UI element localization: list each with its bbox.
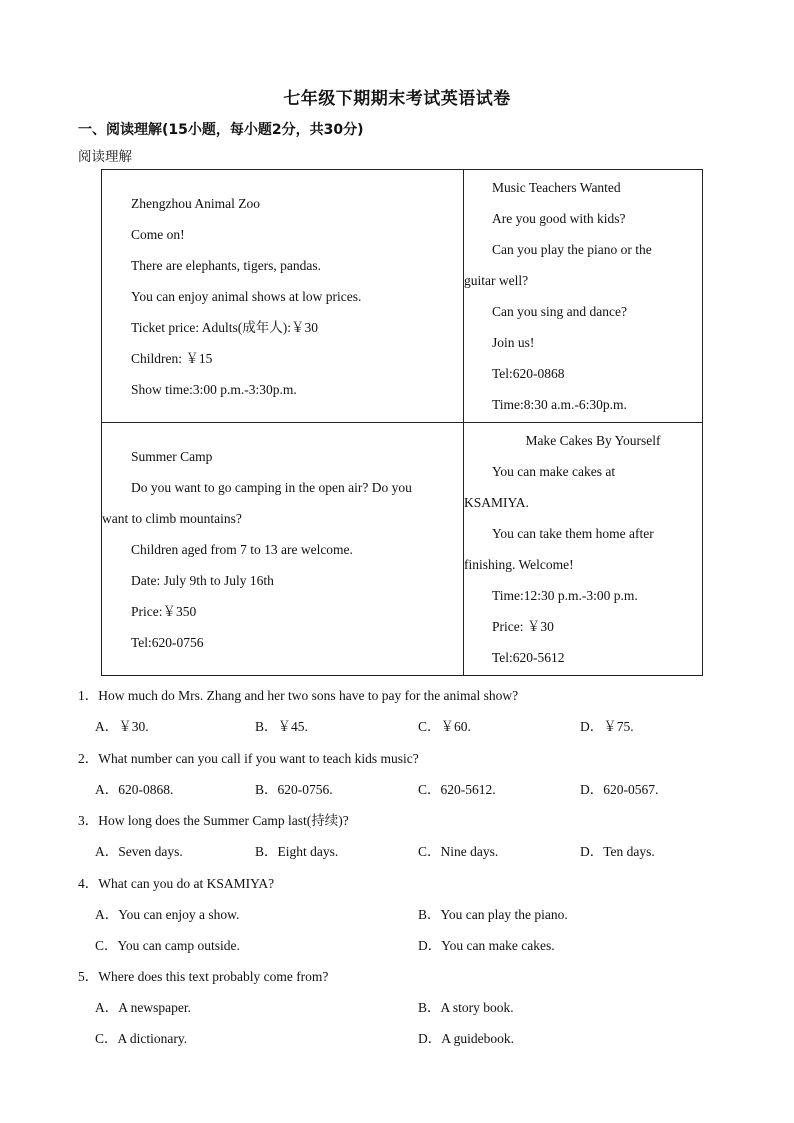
page-title: 七年级下期期末考试英语试卷 [283, 89, 511, 109]
camp-line: want to climb mountains? [102, 511, 242, 526]
camp-line: Do you want to go camping in the open air? Do you [131, 480, 412, 495]
music-line: Tel:620-0868 [492, 366, 565, 381]
question-4: 4．What can you do at KSAMIYA? [78, 876, 275, 891]
zoo-line: Ticket price: Adults(成年人):￥30 [131, 320, 318, 335]
ads-table [101, 169, 703, 676]
music-line: Are you good with kids? [492, 211, 626, 226]
q3-option-b[interactable]: B．Eight days. [255, 844, 339, 859]
q5-option-d[interactable]: D．A guidebook. [418, 1031, 514, 1046]
camp-line: Price:￥350 [131, 604, 197, 619]
cakes-line: KSAMIYA. [464, 495, 529, 510]
q2-option-d[interactable]: D．620-0567. [580, 782, 659, 797]
cakes-line: Price: ￥30 [492, 619, 554, 634]
q2-option-c[interactable]: C．620-5612. [418, 782, 496, 797]
q5-option-a[interactable]: A．A newspaper. [95, 1000, 191, 1015]
cakes-line: You can make cakes at [492, 464, 616, 479]
zoo-line: Children: ￥15 [131, 351, 213, 366]
camp-line: Date: July 9th to July 16th [131, 573, 274, 588]
zoo-ad [102, 170, 464, 423]
music-ad [464, 170, 703, 423]
q1-option-c[interactable]: C．￥60. [418, 719, 471, 734]
q3-option-c[interactable]: C．Nine days. [418, 844, 499, 859]
music-line: Can you play the piano or the [492, 242, 652, 257]
music-line: Join us! [492, 335, 535, 350]
zoo-line: There are elephants, tigers, pandas. [131, 258, 322, 273]
q1-option-d[interactable]: D．￥75. [580, 719, 634, 734]
camp-title: Summer Camp [131, 449, 213, 464]
question-3: 3．How long does the Summer Camp last(持续)? [78, 813, 349, 828]
cakes-line: You can take them home after [492, 526, 654, 541]
cakes-title: Make Cakes By Yourself [525, 433, 661, 448]
question-5: 5．Where does this text probably come from? [78, 969, 329, 984]
question-1: 1．How much do Mrs. Zhang and her two sons have to pay for the animal show? [78, 688, 519, 703]
section-heading: 一、阅读理解(15小题，每小题2分，共30分) [78, 122, 364, 138]
music-line: Can you sing and dance? [492, 304, 627, 319]
zoo-line: Come on! [131, 227, 185, 242]
q5-option-b[interactable]: B．A story book. [418, 1000, 514, 1015]
music-title: Music Teachers Wanted [492, 180, 621, 195]
q4-option-c[interactable]: C．You can camp outside. [95, 938, 240, 953]
q2-option-a[interactable]: A．620-0868. [95, 782, 174, 797]
camp-line: Tel:620-0756 [131, 635, 204, 650]
zoo-title: Zhengzhou Animal Zoo [131, 196, 260, 211]
camp-line: Children aged from 7 to 13 are welcome. [131, 542, 353, 557]
question-2: 2．What number can you call if you want to teach kids music? [78, 751, 419, 766]
q3-option-a[interactable]: A．Seven days. [95, 844, 183, 859]
q3-option-d[interactable]: D．Ten days. [580, 844, 655, 859]
q4-option-b[interactable]: B．You can play the piano. [418, 907, 568, 922]
q4-option-a[interactable]: A．You can enjoy a show. [95, 907, 240, 922]
music-line: guitar well? [464, 273, 529, 288]
q2-option-b[interactable]: B．620-0756. [255, 782, 333, 797]
q5-option-c[interactable]: C．A dictionary. [95, 1031, 188, 1046]
q1-option-a[interactable]: A．￥30. [95, 719, 149, 734]
cakes-ad [464, 423, 703, 676]
subsection-heading: 阅读理解 [78, 149, 132, 165]
zoo-line: You can enjoy animal shows at low prices. [131, 289, 362, 304]
cakes-line: Tel:620-5612 [492, 650, 565, 665]
q4-option-d[interactable]: D．You can make cakes. [418, 938, 555, 953]
cakes-line: finishing. Welcome! [464, 557, 574, 572]
camp-ad [102, 423, 464, 676]
zoo-line: Show time:3:00 p.m.-3:30p.m. [131, 382, 297, 397]
music-line: Time:8:30 a.m.-6:30p.m. [492, 397, 627, 412]
q1-option-b[interactable]: B．￥45. [255, 719, 308, 734]
cakes-line: Time:12:30 p.m.-3:00 p.m. [492, 588, 638, 603]
